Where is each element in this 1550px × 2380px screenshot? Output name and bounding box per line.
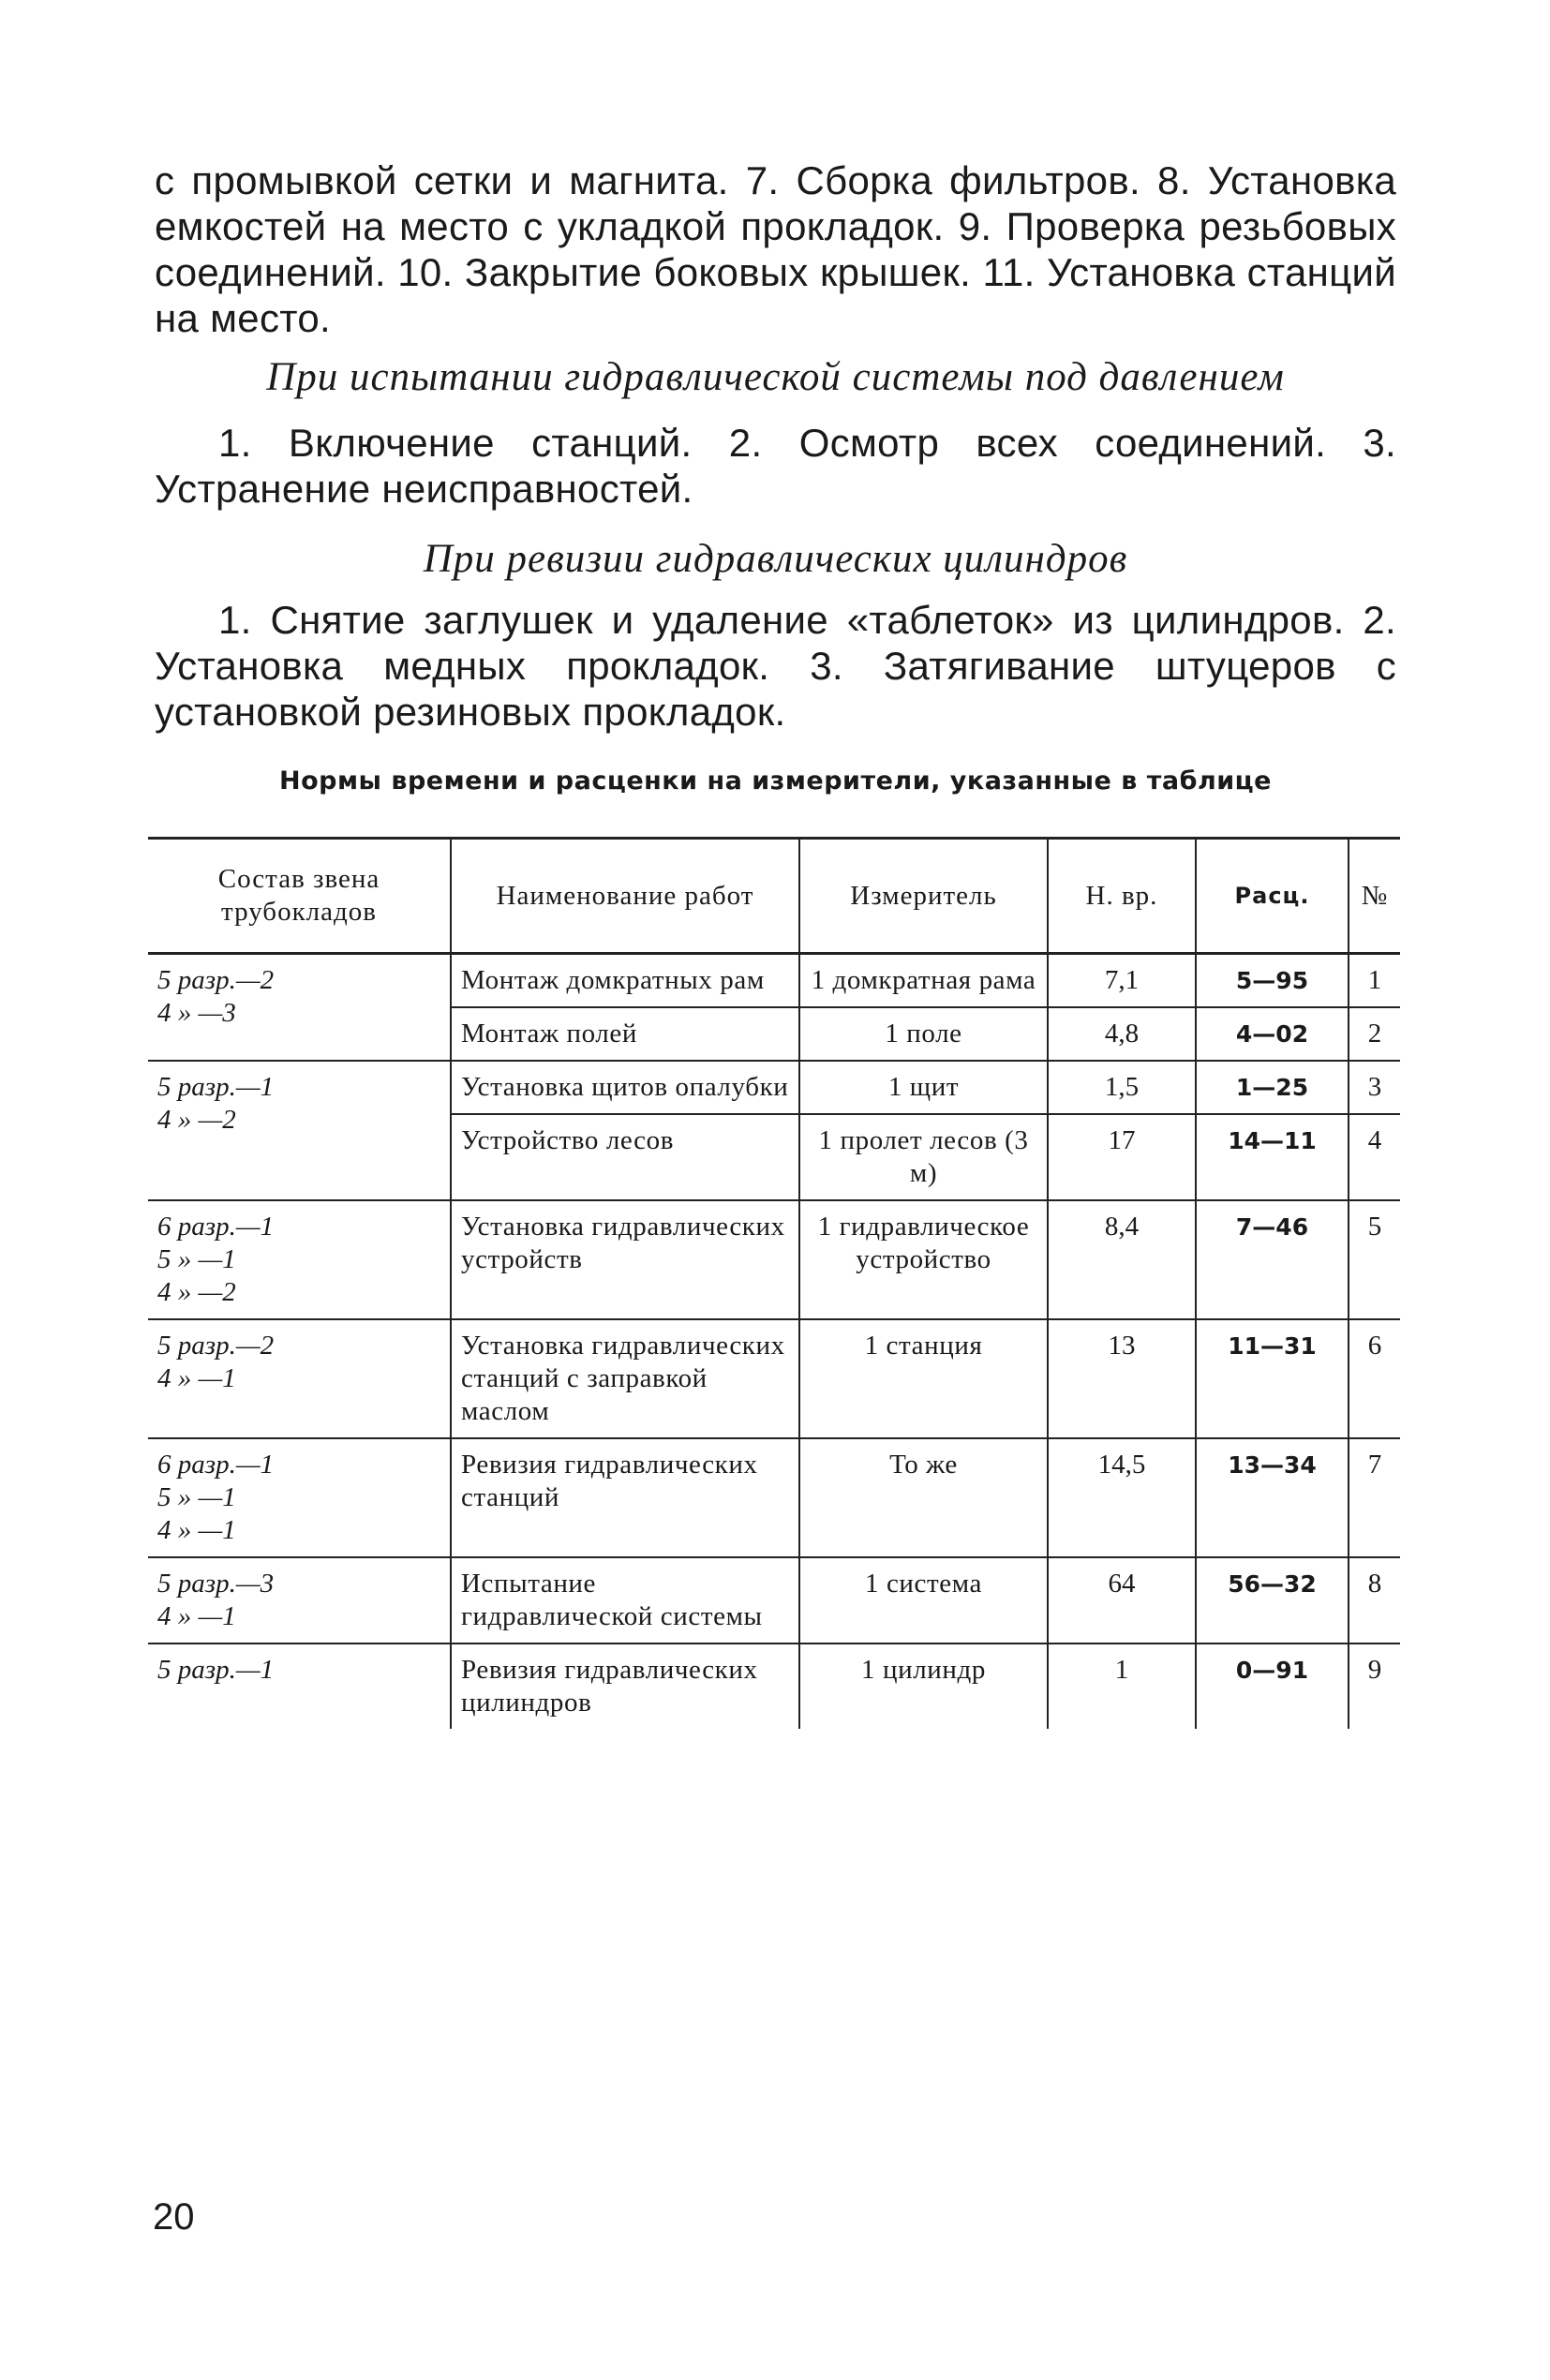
measure-cell: 1 цилиндр [799,1644,1048,1729]
row-number-cell: 1 [1349,954,1400,1008]
price-cell: 14—11 [1196,1114,1349,1200]
table-row [148,1644,1400,1729]
table-row [148,1438,1400,1557]
work-cell: Испытание гидравлической системы [451,1557,799,1644]
work-cell: Установка гидравлических станций с заправкой маслом [451,1319,799,1438]
work-cell: Монтаж полей [451,1007,799,1061]
crew-cell [148,1200,451,1319]
crew-line: 5 » —1 [157,1482,236,1512]
table-row [148,1200,1400,1319]
time-norm-cell: 17 [1048,1114,1196,1200]
time-norm-cell: 8,4 [1048,1200,1196,1319]
crew-line: 4 » —3 [157,998,236,1028]
row-number-cell: 3 [1349,1061,1400,1114]
time-norm-cell: 14,5 [1048,1438,1196,1557]
crew-line: 4 » —2 [157,1105,236,1135]
crew-line: 5 разр.—1 [157,1072,275,1102]
table-row [148,1557,1400,1644]
table-title: Нормы времени и расценки на измерители, указанные в таблице [279,766,1272,796]
paragraph-2: 1. Включение станций. 2. Осмотр всех соединений. 3. Устранение неисправностей. [155,421,1396,511]
crew-cell [148,1061,451,1200]
table-row [148,1061,1400,1114]
price-cell: 11—31 [1196,1319,1349,1438]
paragraph-1: с промывкой сетки и магнита. 7. Сборка фильтров. 8. Установка емкостей на место с укладкой прокладок. 9. Проверка резьбовых соединений. 10. Закрытие боковых крышек. 11. Установка станций на место. [155,158,1396,340]
time-norm-cell: 1,5 [1048,1061,1196,1114]
row-number-cell: 4 [1349,1114,1400,1200]
work-cell: Ревизия гидравлических цилиндров [451,1644,799,1729]
paragraph-3: 1. Снятие заглушек и удаление «таблеток» из цилиндров. 2. Установка медных прокладок. 3. Затягивание штуцеров с установкой резиновых прокладок. [155,598,1396,734]
crew-line: 4 » —1 [157,1363,236,1393]
crew-cell [148,1557,451,1644]
price-cell: 4—02 [1196,1007,1349,1061]
norms-table [148,837,1400,1729]
price-cell: 1—25 [1196,1061,1349,1114]
row-number-cell: 9 [1349,1644,1400,1729]
work-cell: Установка щитов опалубки [451,1061,799,1114]
row-number-cell: 8 [1349,1557,1400,1644]
crew-cell [148,1319,451,1438]
time-norm-cell: 64 [1048,1557,1196,1644]
measure-cell: 1 поле [799,1007,1048,1061]
header-work: Наименование работ [451,839,799,954]
page-number: 20 [153,2196,195,2238]
crew-cell [148,1438,451,1557]
table-row [148,954,1400,1008]
measure-cell: 1 гидравлическое устройство [799,1200,1048,1319]
table-body [148,954,1400,1730]
time-norm-cell: 1 [1048,1644,1196,1729]
work-cell: Монтаж домкратных рам [451,954,799,1008]
measure-cell: 1 домкратная рама [799,954,1048,1008]
measure-cell: 1 пролет лесов (3 м) [799,1114,1048,1200]
work-cell: Установка гидравлических устройств [451,1200,799,1319]
crew-cell [148,1644,451,1729]
crew-line: 6 разр.—1 [157,1212,275,1242]
header-crew: Состав звена трубокладов [148,839,451,954]
measure-cell: 1 станция [799,1319,1048,1438]
work-cell: Устройство лесов [451,1114,799,1200]
crew-cell [148,954,451,1062]
header-num: № [1349,839,1400,954]
header-price: Расц. [1196,839,1349,954]
crew-line: 6 разр.—1 [157,1450,275,1480]
time-norm-cell: 4,8 [1048,1007,1196,1061]
crew-line: 4 » —1 [157,1601,236,1631]
crew-line: 4 » —1 [157,1515,236,1545]
table-header-row [148,839,1400,954]
row-number-cell: 7 [1349,1438,1400,1557]
price-cell: 5—95 [1196,954,1349,1008]
measure-cell: 1 система [799,1557,1048,1644]
crew-line: 5 разр.—3 [157,1569,275,1599]
row-number-cell: 2 [1349,1007,1400,1061]
section-heading-pressure-test: При испытании гидравлической системы под давлением [266,355,1285,399]
table-row [148,1319,1400,1438]
crew-line: 4 » —2 [157,1277,236,1307]
section-heading-cylinder-revision: При ревизии гидравлических цилиндров [423,537,1128,581]
row-number-cell: 5 [1349,1200,1400,1319]
crew-line: 5 разр.—2 [157,965,275,995]
crew-line: 5 разр.—1 [157,1655,275,1685]
time-norm-cell: 7,1 [1048,954,1196,1008]
header-measure: Измеритель [799,839,1048,954]
price-cell: 0—91 [1196,1644,1349,1729]
price-cell: 56—32 [1196,1557,1349,1644]
price-cell: 13—34 [1196,1438,1349,1557]
row-number-cell: 6 [1349,1319,1400,1438]
measure-cell: То же [799,1438,1048,1557]
crew-line: 5 разр.—2 [157,1331,275,1361]
time-norm-cell: 13 [1048,1319,1196,1438]
price-cell: 7—46 [1196,1200,1349,1319]
measure-cell: 1 щит [799,1061,1048,1114]
header-time: Н. вр. [1048,839,1196,954]
crew-line: 5 » —1 [157,1244,236,1274]
work-cell: Ревизия гидравлических станций [451,1438,799,1557]
